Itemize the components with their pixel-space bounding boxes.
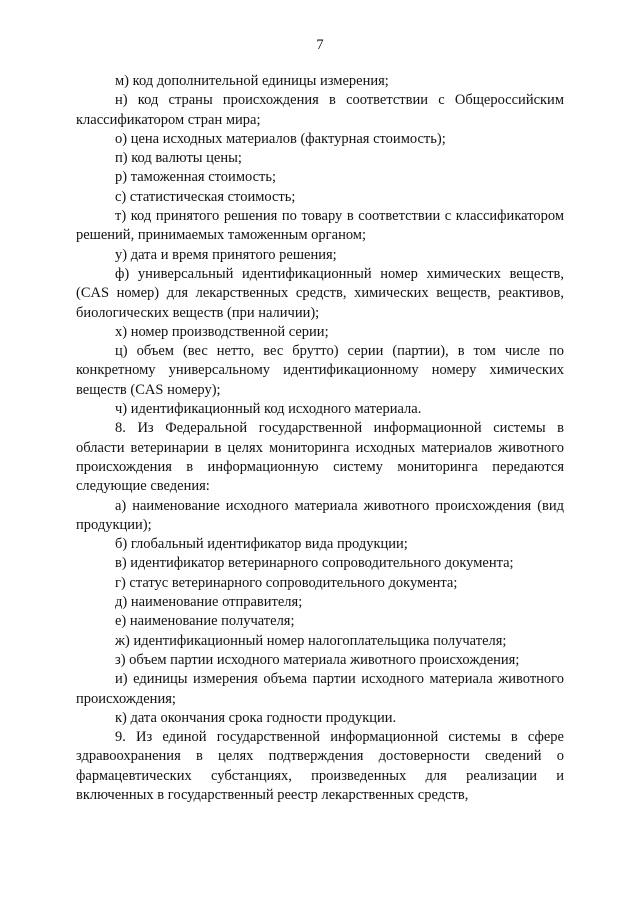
list-item-o: о) цена исходных материалов (фактурная стоимость); — [115, 130, 446, 147]
list-item-kh: х) номер производственной серии; — [115, 323, 329, 340]
document-body — [76, 72, 564, 805]
section-9-intro: 9. Из единой государственной информационной системы в сфере здравоохранения в целях подтверждения достоверности сведений о фармацевтических субстанциях, произведенных для реализации и включенных в государственный реестр лекарственных средств, — [76, 729, 564, 803]
list-item-z: з) объем партии исходного материала животного происхождения; — [115, 651, 520, 668]
list-item-a: а) наименование исходного материала животного происхождения (вид продукции); — [76, 497, 564, 533]
list-item-ts: ц) объем (вес нетто, вес брутто) серии (партии), в том числе по конкретному универсальному идентификационному номеру химических веществ (CAS номеру); — [76, 343, 564, 398]
list-item-ch: ч) идентификационный код исходного материала. — [115, 401, 422, 418]
list-item-e: е) наименование получателя; — [115, 613, 295, 630]
list-item-t: т) код принятого решения по товару в соответствии с классификатором решений, принимаемых таможенным органом; — [76, 208, 564, 244]
list-item-zh: ж) идентификационный номер налогоплательщика получателя; — [115, 632, 507, 649]
list-item-r: р) таможенная стоимость; — [115, 169, 277, 186]
list-item-u: у) дата и время принятого решения; — [115, 246, 337, 263]
list-item-n: н) код страны происхождения в соответствии с Общероссийским классификатором стран мира; — [76, 92, 564, 128]
list-item-v: в) идентификатор ветеринарного сопроводительного документа; — [115, 555, 514, 572]
list-item-k: к) дата окончания срока годности продукции. — [115, 709, 397, 726]
list-item-f: ф) универсальный идентификационный номер химических веществ, (CAS номер) для лекарственных средств, химических веществ, реактивов, биологических веществ (при наличии); — [76, 265, 564, 321]
section-8-intro: 8. Из Федеральной государственной информационной системы в области ветеринарии в целях мониторинга исходных материалов животного происхождения в информационную систему мониторинга передаются следующие сведения: — [76, 420, 564, 495]
list-item-b: б) глобальный идентификатор вида продукции; — [115, 536, 408, 553]
list-item-g: г) статус ветеринарного сопроводительного документа; — [115, 574, 458, 591]
list-item-d: д) наименование отправителя; — [115, 594, 303, 611]
page-number: 7 — [316, 37, 324, 53]
list-item-s: с) статистическая стоимость; — [115, 188, 296, 205]
list-item-i: и) единицы измерения объема партии исходного материала животного происхождения; — [76, 671, 564, 707]
list-item-p: п) код валюты цены; — [115, 150, 242, 167]
list-item-m: м) код дополнительной единицы измерения; — [115, 73, 389, 89]
